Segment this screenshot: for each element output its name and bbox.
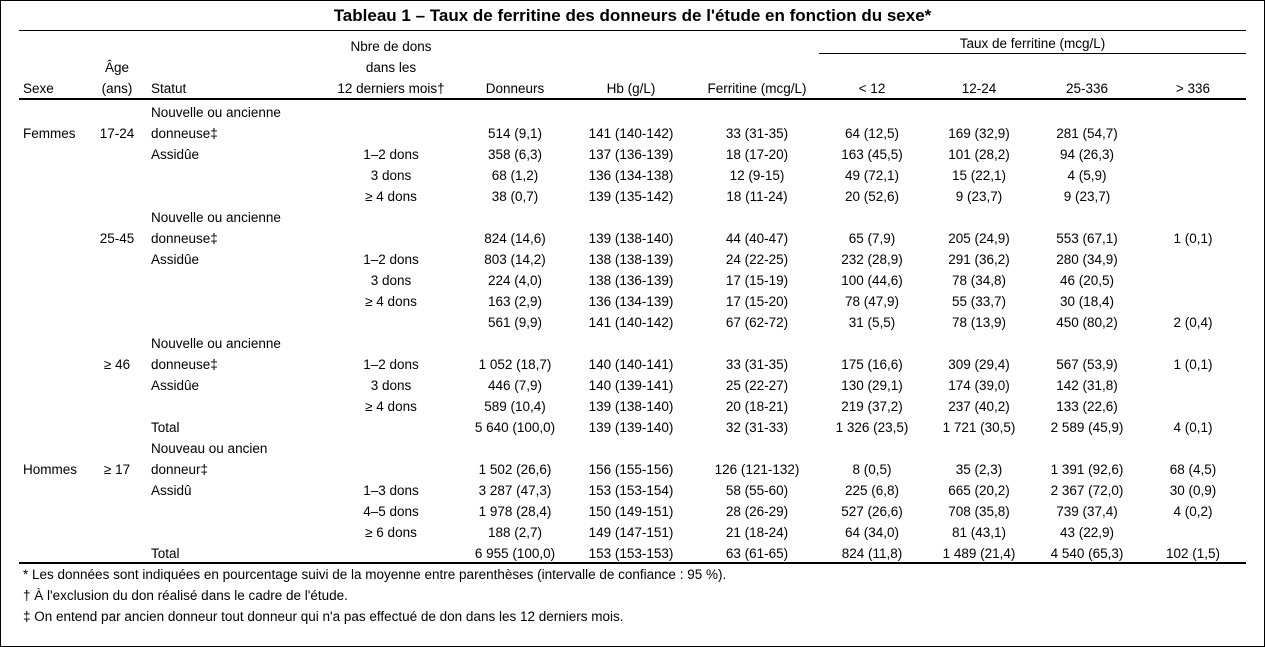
cell-age: 25-45 bbox=[99, 231, 135, 246]
cell-gt336: 1 (0,1) bbox=[1173, 357, 1213, 372]
cell-dons: 1–2 dons bbox=[363, 252, 419, 267]
header-nbre-line2: dans les bbox=[365, 60, 417, 75]
cell-gt336: 1 (0,1) bbox=[1173, 231, 1213, 246]
cell-hb: 150 (149-151) bbox=[588, 504, 674, 519]
cell-25-336: 43 (22,9) bbox=[1059, 525, 1115, 540]
cell-donneurs: 3 287 (47,3) bbox=[478, 483, 552, 498]
cell-hb: 153 (153-153) bbox=[588, 546, 674, 561]
cell-statut: Nouvelle ou ancienne bbox=[151, 336, 281, 351]
cell-hb: 149 (147-151) bbox=[588, 525, 674, 540]
table-row bbox=[1, 333, 1264, 354]
cell-12-24: 708 (35,8) bbox=[948, 504, 1010, 519]
table-row bbox=[1, 417, 1264, 438]
cell-statut: donneuse‡ bbox=[151, 357, 218, 372]
footnote-2: † À l'exclusion du don réalisé dans le cadre de l'étude. bbox=[23, 588, 348, 603]
rule-top bbox=[19, 30, 1246, 31]
cell-dons: ≥ 4 dons bbox=[365, 294, 417, 309]
cell-statut: Assidûe bbox=[151, 147, 200, 162]
cell-25-336: 30 (18,4) bbox=[1059, 294, 1115, 309]
table-row bbox=[1, 165, 1264, 186]
cell-age: 17-24 bbox=[99, 126, 135, 141]
cell-gt336: 4 (0,2) bbox=[1173, 504, 1213, 519]
cell-lt12: 65 (7,9) bbox=[848, 231, 896, 246]
cell-12-24: 78 (34,8) bbox=[951, 273, 1007, 288]
cell-ferritine: 24 (22-25) bbox=[725, 252, 789, 267]
cell-donneurs: 824 (14,6) bbox=[484, 231, 546, 246]
cell-gt336: 68 (4,5) bbox=[1169, 462, 1217, 477]
cell-dons: 1–2 dons bbox=[363, 147, 419, 162]
header-12-24: 12-24 bbox=[961, 81, 997, 96]
cell-lt12: 64 (34,0) bbox=[844, 525, 900, 540]
table-row bbox=[1, 270, 1264, 291]
cell-statut: Assidûe bbox=[151, 378, 200, 393]
header-donneurs: Donneurs bbox=[485, 81, 545, 96]
rule-ferritin-group bbox=[819, 53, 1246, 54]
cell-25-336: 281 (54,7) bbox=[1056, 126, 1118, 141]
cell-12-24: 237 (40,2) bbox=[948, 399, 1010, 414]
table-row bbox=[1, 354, 1264, 375]
cell-statut: donneuse‡ bbox=[151, 231, 218, 246]
cell-donneurs: 163 (2,9) bbox=[487, 294, 543, 309]
cell-lt12: 527 (26,6) bbox=[841, 504, 903, 519]
header-nbre-line3: 12 derniers mois† bbox=[337, 81, 445, 96]
cell-hb: 139 (135-142) bbox=[588, 189, 674, 204]
cell-hb: 136 (134-139) bbox=[588, 294, 674, 309]
cell-statut: Nouvelle ou ancienne bbox=[151, 210, 281, 225]
cell-age: ≥ 46 bbox=[103, 357, 131, 372]
cell-donneurs: 1 502 (26,6) bbox=[478, 462, 552, 477]
cell-ferritine: 17 (15-19) bbox=[725, 273, 789, 288]
cell-gt336: 4 (0,1) bbox=[1173, 420, 1213, 435]
cell-hb: 138 (138-139) bbox=[588, 252, 674, 267]
cell-donneurs: 589 (10,4) bbox=[484, 399, 546, 414]
cell-statut: donneuse‡ bbox=[151, 126, 218, 141]
cell-donneurs: 803 (14,2) bbox=[484, 252, 546, 267]
table-row bbox=[1, 144, 1264, 165]
cell-12-24: 81 (43,1) bbox=[951, 525, 1007, 540]
table-row bbox=[1, 102, 1264, 123]
cell-25-336: 280 (34,9) bbox=[1056, 252, 1118, 267]
cell-25-336: 9 (23,7) bbox=[1063, 189, 1111, 204]
cell-donneurs: 358 (6,3) bbox=[487, 147, 543, 162]
header-age-line1: Âge bbox=[104, 60, 130, 75]
table-row bbox=[1, 459, 1264, 480]
cell-statut: Assidûe bbox=[151, 252, 200, 267]
cell-12-24: 309 (29,4) bbox=[948, 357, 1010, 372]
cell-statut: donneur‡ bbox=[151, 462, 209, 477]
cell-statut: Total bbox=[151, 546, 180, 561]
table-row bbox=[1, 438, 1264, 459]
cell-dons: ≥ 4 dons bbox=[365, 189, 417, 204]
cell-sexe: Hommes bbox=[23, 462, 78, 477]
cell-ferritine: 12 (9-15) bbox=[729, 168, 785, 183]
cell-25-336: 739 (37,4) bbox=[1056, 504, 1118, 519]
table-row bbox=[1, 501, 1264, 522]
cell-12-24: 291 (36,2) bbox=[948, 252, 1010, 267]
cell-lt12: 219 (37,2) bbox=[841, 399, 903, 414]
cell-12-24: 15 (22,1) bbox=[951, 168, 1007, 183]
cell-hb: 138 (136-139) bbox=[588, 273, 674, 288]
cell-hb: 139 (138-140) bbox=[588, 399, 674, 414]
cell-lt12: 100 (44,6) bbox=[841, 273, 903, 288]
cell-lt12: 8 (0,5) bbox=[852, 462, 892, 477]
table-row bbox=[1, 480, 1264, 501]
cell-lt12: 232 (28,9) bbox=[841, 252, 903, 267]
rule-header-bottom bbox=[19, 98, 1246, 100]
cell-12-24: 1 721 (30,5) bbox=[942, 420, 1016, 435]
cell-lt12: 78 (47,9) bbox=[844, 294, 900, 309]
header-25-336: 25-336 bbox=[1065, 81, 1109, 96]
table-row bbox=[1, 228, 1264, 249]
table-row bbox=[1, 522, 1264, 543]
cell-ferritine: 20 (18-21) bbox=[725, 399, 789, 414]
cell-lt12: 175 (16,6) bbox=[841, 357, 903, 372]
cell-12-24: 174 (39,0) bbox=[948, 378, 1010, 393]
table-row bbox=[1, 123, 1264, 144]
cell-25-336: 4 540 (65,3) bbox=[1050, 546, 1124, 561]
table-row bbox=[1, 207, 1264, 228]
cell-25-336: 2 367 (72,0) bbox=[1050, 483, 1124, 498]
table-row bbox=[1, 186, 1264, 207]
cell-donneurs: 514 (9,1) bbox=[487, 126, 543, 141]
cell-donneurs: 6 955 (100,0) bbox=[474, 546, 556, 561]
footnote-1: * Les données sont indiquées en pourcentage suivi de la moyenne entre parenthèses (intervalle de confiance : 95 %). bbox=[23, 567, 727, 582]
cell-donneurs: 68 (1,2) bbox=[491, 168, 539, 183]
cell-ferritine: 126 (121-132) bbox=[714, 462, 800, 477]
cell-dons: ≥ 6 dons bbox=[365, 525, 417, 540]
cell-25-336: 567 (53,9) bbox=[1056, 357, 1118, 372]
cell-ferritine: 18 (11-24) bbox=[726, 189, 788, 204]
cell-donneurs: 1 978 (28,4) bbox=[478, 504, 552, 519]
cell-dons: 1–3 dons bbox=[363, 483, 419, 498]
cell-ferritine: 33 (31-35) bbox=[725, 357, 789, 372]
cell-statut: Assidû bbox=[151, 483, 192, 498]
cell-25-336: 94 (26,3) bbox=[1059, 147, 1115, 162]
cell-25-336: 553 (67,1) bbox=[1056, 231, 1118, 246]
header-statut: Statut bbox=[151, 81, 187, 96]
table-row bbox=[1, 312, 1264, 333]
cell-25-336: 142 (31,8) bbox=[1056, 378, 1118, 393]
cell-lt12: 20 (52,6) bbox=[844, 189, 900, 204]
cell-lt12: 163 (45,5) bbox=[841, 147, 903, 162]
cell-dons: ≥ 4 dons bbox=[365, 399, 417, 414]
cell-ferritine: 63 (61-65) bbox=[725, 546, 789, 561]
cell-lt12: 1 326 (23,5) bbox=[835, 420, 909, 435]
header-lt12: < 12 bbox=[858, 81, 886, 96]
cell-12-24: 55 (33,7) bbox=[951, 294, 1007, 309]
cell-ferritine: 67 (62-72) bbox=[725, 315, 789, 330]
cell-hb: 153 (153-154) bbox=[588, 483, 674, 498]
table-row bbox=[1, 375, 1264, 396]
cell-donneurs: 224 (4,0) bbox=[487, 273, 543, 288]
cell-gt336: 2 (0,4) bbox=[1173, 315, 1213, 330]
cell-12-24: 9 (23,7) bbox=[955, 189, 1003, 204]
cell-ferritine: 44 (40-47) bbox=[725, 231, 789, 246]
cell-lt12: 225 (6,8) bbox=[844, 483, 900, 498]
cell-donneurs: 188 (2,7) bbox=[487, 525, 543, 540]
cell-ferritine: 28 (26-29) bbox=[725, 504, 789, 519]
cell-25-336: 2 589 (45,9) bbox=[1050, 420, 1124, 435]
table-row bbox=[1, 396, 1264, 417]
cell-dons: 3 dons bbox=[370, 273, 412, 288]
cell-statut: Nouvelle ou ancienne bbox=[151, 105, 281, 120]
cell-donneurs: 446 (7,9) bbox=[487, 378, 543, 393]
cell-25-336: 46 (20,5) bbox=[1059, 273, 1115, 288]
cell-ferritine: 25 (22-27) bbox=[725, 378, 789, 393]
cell-lt12: 49 (72,1) bbox=[844, 168, 900, 183]
cell-12-24: 169 (32,9) bbox=[948, 126, 1010, 141]
table-row bbox=[1, 291, 1264, 312]
cell-hb: 156 (155-156) bbox=[588, 462, 674, 477]
cell-ferritine: 21 (18-24) bbox=[725, 525, 789, 540]
table-row bbox=[1, 249, 1264, 270]
cell-ferritine: 17 (15-20) bbox=[725, 294, 789, 309]
cell-statut: Nouveau ou ancien bbox=[151, 441, 268, 456]
cell-25-336: 4 (5,9) bbox=[1067, 168, 1107, 183]
header-gt336: > 336 bbox=[1175, 81, 1211, 96]
cell-hb: 139 (138-140) bbox=[588, 231, 674, 246]
cell-statut: Total bbox=[151, 420, 180, 435]
header-nbre-line1: Nbre de dons bbox=[350, 39, 432, 54]
cell-donneurs: 561 (9,9) bbox=[487, 315, 543, 330]
cell-12-24: 665 (20,2) bbox=[948, 483, 1010, 498]
cell-gt336: 30 (0,9) bbox=[1169, 483, 1217, 498]
header-hb: Hb (g/L) bbox=[606, 81, 656, 96]
cell-hb: 136 (134-138) bbox=[588, 168, 674, 183]
cell-12-24: 1 489 (21,4) bbox=[942, 546, 1016, 561]
cell-hb: 137 (136-139) bbox=[588, 147, 674, 162]
cell-dons: 4–5 dons bbox=[363, 504, 419, 519]
cell-ferritine: 32 (31-33) bbox=[725, 420, 789, 435]
footnote-3: ‡ On entend par ancien donneur tout donneur qui n'a pas effectué de don dans les 12 derniers mois. bbox=[23, 609, 624, 624]
header-ferritine: Ferritine (mcg/L) bbox=[707, 81, 807, 96]
cell-ferritine: 18 (17-20) bbox=[725, 147, 789, 162]
cell-hb: 141 (140-142) bbox=[588, 315, 674, 330]
cell-hb: 141 (140-142) bbox=[588, 126, 674, 141]
cell-lt12: 31 (5,5) bbox=[848, 315, 896, 330]
header-ferritin-group: Taux de ferritine (mcg/L) bbox=[959, 36, 1106, 51]
header-sexe: Sexe bbox=[23, 81, 54, 96]
cell-lt12: 130 (29,1) bbox=[841, 378, 903, 393]
cell-25-336: 1 391 (92,6) bbox=[1050, 462, 1124, 477]
cell-donneurs: 38 (0,7) bbox=[491, 189, 539, 204]
cell-12-24: 101 (28,2) bbox=[948, 147, 1010, 162]
table-title: Tableau 1 – Taux de ferritine des donneurs de l'étude en fonction du sexe* bbox=[333, 6, 932, 25]
cell-12-24: 78 (13,9) bbox=[951, 315, 1007, 330]
cell-hb: 140 (140-141) bbox=[588, 357, 674, 372]
cell-25-336: 450 (80,2) bbox=[1056, 315, 1118, 330]
cell-12-24: 205 (24,9) bbox=[948, 231, 1010, 246]
cell-dons: 1–2 dons bbox=[363, 357, 419, 372]
cell-donneurs: 5 640 (100,0) bbox=[474, 420, 556, 435]
cell-ferritine: 33 (31-35) bbox=[725, 126, 789, 141]
cell-hb: 140 (139-141) bbox=[588, 378, 674, 393]
cell-donneurs: 1 052 (18,7) bbox=[478, 357, 552, 372]
cell-hb: 139 (139-140) bbox=[588, 420, 674, 435]
cell-lt12: 64 (12,5) bbox=[844, 126, 900, 141]
cell-25-336: 133 (22,6) bbox=[1056, 399, 1118, 414]
cell-sexe: Femmes bbox=[23, 126, 76, 141]
cell-lt12: 824 (11,8) bbox=[841, 546, 903, 561]
cell-12-24: 35 (2,3) bbox=[955, 462, 1003, 477]
cell-ferritine: 58 (55-60) bbox=[725, 483, 789, 498]
cell-dons: 3 dons bbox=[370, 378, 412, 393]
cell-age: ≥ 17 bbox=[103, 462, 131, 477]
cell-gt336: 102 (1,5) bbox=[1165, 546, 1221, 561]
header-age-line2: (ans) bbox=[101, 81, 133, 96]
cell-dons: 3 dons bbox=[370, 168, 412, 183]
table-row bbox=[1, 543, 1264, 564]
